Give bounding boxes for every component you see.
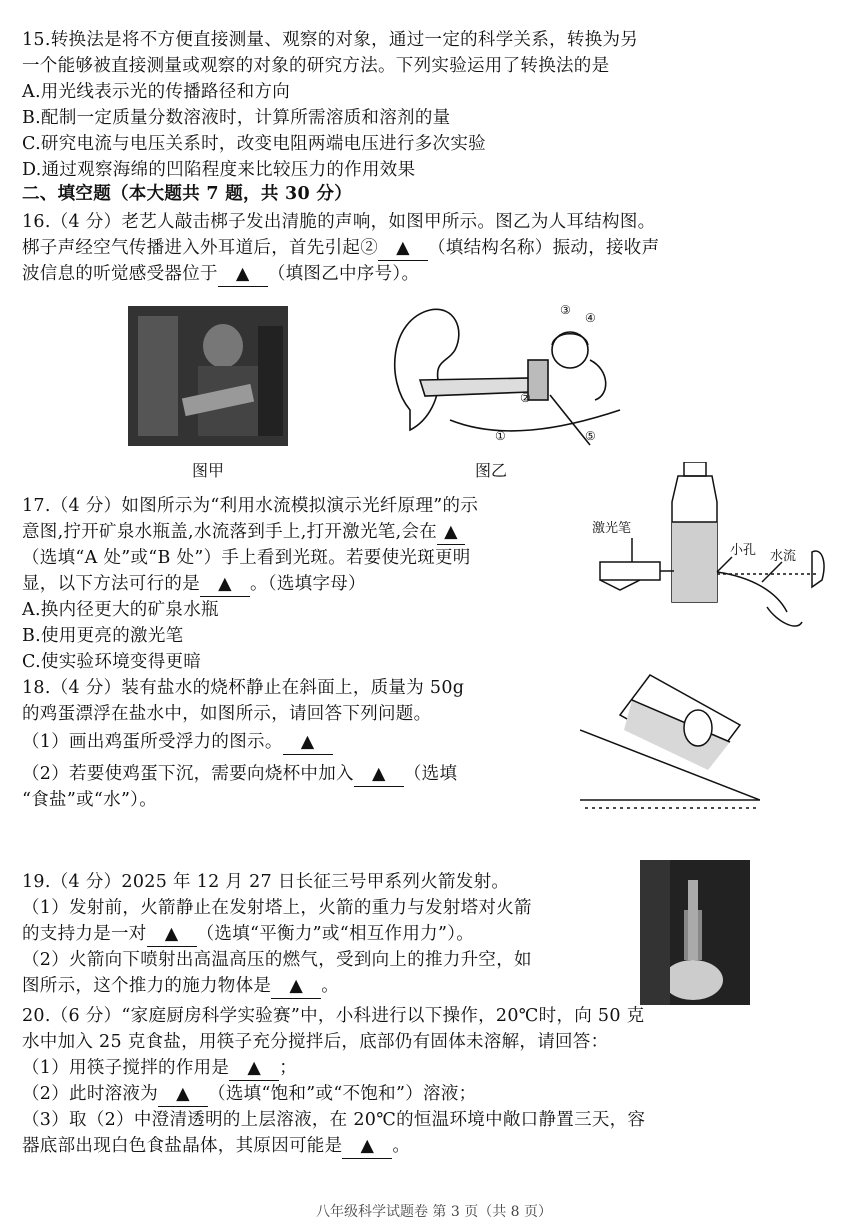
ear-label-1: ① xyxy=(495,429,506,443)
figure-rocket-launch-photo xyxy=(640,860,750,1005)
q20-line3: （1）用筷子搅拌的作用是 ▲ ； xyxy=(22,1056,297,1081)
answer-blank: ▲ xyxy=(342,1134,392,1159)
answer-blank: ▲ xyxy=(229,1056,279,1081)
q20-line1: 20.（6 分）“家庭厨房科学实验赛”中，小科进行以下操作，20℃时，向 50 克 xyxy=(22,1006,645,1026)
figure-jia-caption: 图甲 xyxy=(192,461,225,480)
figure-fiber-optic-bottle xyxy=(592,462,842,642)
q16-line1: 16.（4 分）老艺人敲击梆子发出清脆的声响，如图甲所示。图乙为人耳结构图。 xyxy=(22,212,656,232)
q19-line3: 的支持力是一对 ▲ （选填“平衡力”或“相互作用力”）。 xyxy=(22,922,474,947)
q20-line4: （2）此时溶液为 ▲ （选填“饱和”或“不饱和”）溶液； xyxy=(22,1082,476,1107)
q15-stem-line2: 一个能够被直接测量或观察的对象的研究方法。下列实验运用了转换法的是 xyxy=(22,56,610,76)
label-water-flow: 水流 xyxy=(770,549,797,564)
answer-blank: ▲ xyxy=(437,520,465,545)
ear-label-2: ② xyxy=(520,391,531,405)
ear-label-5: ⑤ xyxy=(585,429,596,443)
page-footer: 八年级科学试题卷 第 3 页（共 8 页） xyxy=(315,1204,553,1220)
q20-line5: （3）取（2）中澄清透明的上层溶液，在 20℃的恒温环境中敞口静置三天，容 xyxy=(22,1110,646,1130)
answer-blank: ▲ xyxy=(200,572,250,597)
answer-blank: ▲ xyxy=(147,922,197,947)
section-title: 二、填空题（本大题共 7 题，共 30 分） xyxy=(22,184,352,204)
q19-line1: 19.（4 分）2025 年 12 月 27 日长征三号甲系列火箭发射。 xyxy=(22,872,510,892)
q17-line1: 17.（4 分）如图所示为“利用水流模拟演示光纤原理”的示 xyxy=(22,496,479,516)
answer-blank: ▲ xyxy=(354,762,404,787)
figure-beaker-on-slope xyxy=(580,670,760,820)
q15-stem-line1: 15.转换法是将不方便直接测量、观察的对象，通过一定的科学关系，转换为另 xyxy=(22,30,639,50)
q17-option-b: B.使用更亮的激光笔 xyxy=(22,626,184,646)
q19-line4: （2）火箭向下喷射出高温高压的燃气，受到向上的推力升空，如 xyxy=(22,950,532,970)
answer-blank: ▲ xyxy=(283,730,333,755)
q20-line2: 水中加入 25 克食盐，用筷子充分搅拌后，底部仍有固体未溶解，请回答： xyxy=(22,1032,609,1052)
answer-blank: ▲ xyxy=(158,1082,208,1107)
label-small-hole: 小孔 xyxy=(730,543,757,558)
q15-option-b: B.配制一定质量分数溶液时，计算所需溶质和溶剂的量 xyxy=(22,108,451,128)
ear-label-4: ④ xyxy=(585,311,596,325)
figure-jia-photo xyxy=(128,306,288,446)
q18-line2: 的鸡蛋漂浮在盐水中，如图所示，请回答下列问题。 xyxy=(22,704,432,724)
q17-line3: （选填“A 处”或“B 处”）手上看到光斑。若要使光斑更明 xyxy=(22,548,471,568)
q19-line5: 图所示，这个推力的施力物体是 ▲ 。 xyxy=(22,974,339,999)
figure-yi-caption: 图乙 xyxy=(475,461,508,480)
q15-option-c: C.研究电流与电压关系时，改变电阻两端电压进行多次实验 xyxy=(22,134,486,154)
q18-line5: “食盐”或“水”）。 xyxy=(22,790,158,810)
q16-line2: 梆子声经空气传播进入外耳道后，首先引起② ▲ （填结构名称）振动，接收声 xyxy=(22,236,659,261)
answer-blank: ▲ xyxy=(378,236,428,261)
answer-blank: ▲ xyxy=(218,262,268,287)
q20-line6: 器底部出现白色食盐晶体，其原因可能是 ▲ 。 xyxy=(22,1134,410,1159)
q15-option-a: A.用光线表示光的传播路径和方向 xyxy=(22,82,290,102)
q18-line3: （1）画出鸡蛋所受浮力的图示。 ▲ xyxy=(22,730,333,755)
q17-line2: 意图,拧开矿泉水瓶盖,水流落到手上,打开激光笔,会在 ▲ xyxy=(22,520,465,545)
q17-option-c: C.使实验环境变得更暗 xyxy=(22,652,202,672)
label-laser-pointer: 激光笔 xyxy=(592,521,632,536)
q17-line4: 显，以下方法可行的是 ▲ 。（选填字母） xyxy=(22,572,366,597)
q18-line1: 18.（4 分）装有盐水的烧杯静止在斜面上，质量为 50g xyxy=(22,678,465,698)
q15-option-d: D.通过观察海绵的凹陷程度来比较压力的作用效果 xyxy=(22,160,416,180)
ear-label-3: ③ xyxy=(560,303,571,317)
q16-line3: 波信息的听觉感受器位于 ▲ （填图乙中序号）。 xyxy=(22,262,419,287)
figure-yi-ear-diagram xyxy=(380,300,630,450)
q18-line4: （2）若要使鸡蛋下沉，需要向烧杯中加入 ▲ （选填 xyxy=(22,762,457,787)
q17-option-a: A.换内径更大的矿泉水瓶 xyxy=(22,600,219,620)
answer-blank: ▲ xyxy=(271,974,321,999)
q19-line2: （1）发射前，火箭静止在发射塔上，火箭的重力与发射塔对火箭 xyxy=(22,898,532,918)
